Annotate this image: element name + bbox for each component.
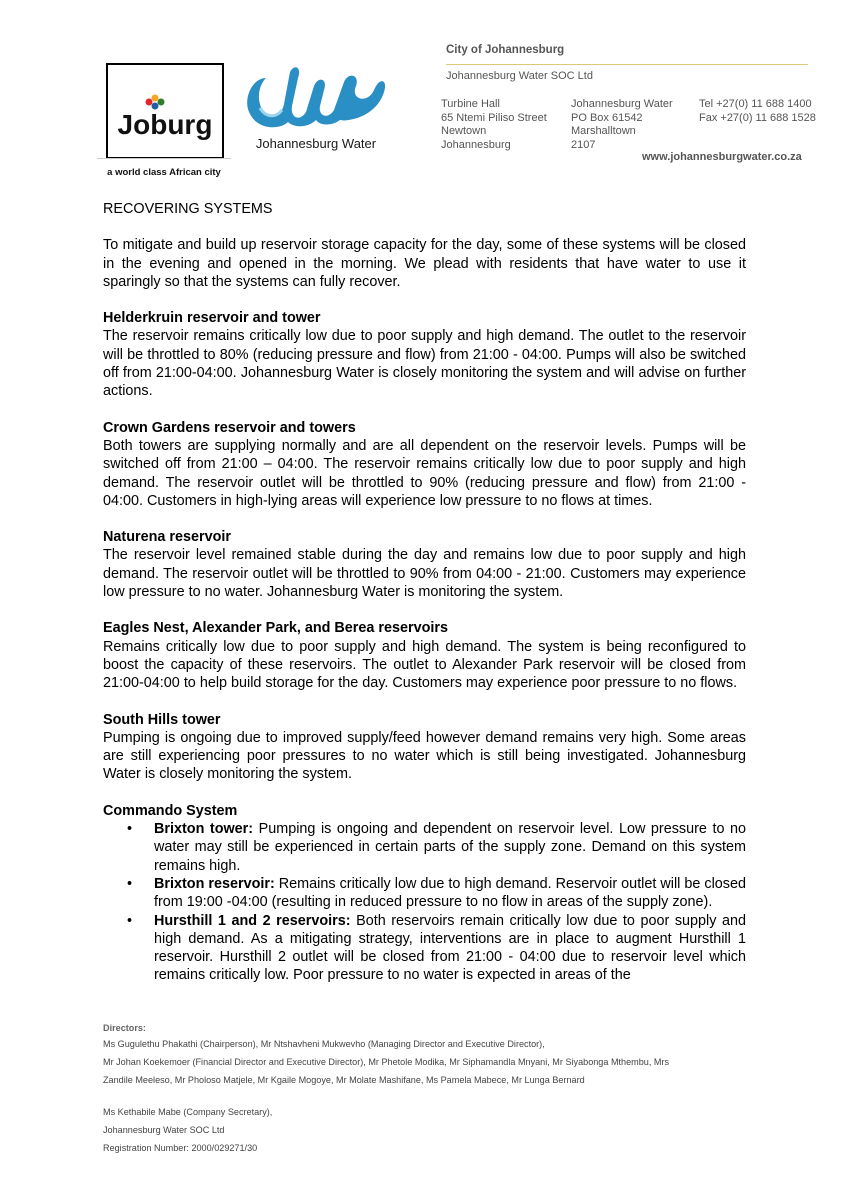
fax: Fax +27(0) 11 688 1528 xyxy=(699,111,816,124)
section-naturena xyxy=(103,528,746,601)
company-name: Johannesburg Water SOC Ltd xyxy=(103,1125,225,1135)
directors-label: Directors: xyxy=(103,1023,146,1033)
commando-bullet-list xyxy=(103,820,746,985)
section-heading: Naturena reservoir xyxy=(103,529,231,546)
section-heading: Eagles Nest, Alexander Park, and Berea reservoirs xyxy=(103,620,449,637)
section-south-hills xyxy=(103,711,746,784)
header-divider xyxy=(446,64,808,65)
postal-address xyxy=(571,98,673,152)
header-company: Johannesburg Water SOC Ltd xyxy=(446,70,593,82)
list-item xyxy=(103,820,746,875)
section-eagles-nest xyxy=(103,619,746,692)
section-text: Both towers are supplying normally and are all dependent on the reservoir levels. Pumps will be switched off from 21:00 – 04:00. The reservoir remains critically low due to poor supply and high demand. The reservoir outlet will be throttled to 90% (reducing pressure and flow) from 21:00 - 04:00. Customers in high-lying areas will experience low pressure to no flows at times. xyxy=(103,437,746,509)
bullet-term: Brixton tower: xyxy=(154,821,254,838)
section-heading: South Hills tower xyxy=(103,711,221,728)
joburg-logo xyxy=(97,58,231,182)
bullet-term: Hursthill 1 and 2 reservoirs: xyxy=(154,912,351,929)
header-city: City of Johannesburg xyxy=(446,44,565,56)
telephone: Tel +27(0) 11 688 1400 xyxy=(699,98,812,110)
section-text: The reservoir remains critically low due to poor supply and high demand. The outlet to the reservoir will be throttled to 80% (reducing pressure and flow) from 21:00 - 04:00. Pumps will also be switched off from 21:00-04:00. Johannesburg Water is closely monitoring the system and will advise on further actions. xyxy=(103,328,746,400)
section-heading: Commando System xyxy=(103,802,238,819)
section-text: Remains critically low due to poor supply and high demand. The system is being reconfigured to boost the capacity of these reservoirs. The outlet to Alexander Park reservoir will be closed from 21:00-04:00 to help build storage for the day. Customers may experience poor pressure to no flows. xyxy=(103,638,746,692)
address-line: 2107 xyxy=(571,138,596,151)
address-line: PO Box 61542 xyxy=(571,111,643,124)
bullet-text: Both reservoirs remain critically low due to poor supply and high demand. As a mitigating strategy, interventions are in place to augment Hursthill 1 reservoir. Hursthill 2 outlet will be closed from 21:00 - 04:00 due to reservoir level which remains critically low. Poor pressure to no water is expected in areas of the xyxy=(154,912,746,984)
joburg-tagline: a world class African city xyxy=(107,167,221,178)
website-link[interactable]: www.johannesburgwater.co.za xyxy=(642,151,802,163)
directors-line: Mr Johan Koekemoer (Financial Director and Executive Director), Mr Phetole Modika, Mr Siphamandla Mnyani, Mr Siyabonga Mthembu, Mrs xyxy=(103,1057,670,1067)
directors-line: Zandile Meeleso, Mr Pholoso Matjele, Mr Kgaile Mogoye, Mr Molate Mashifane, Ms Pamela Mabece, Mr Lunga Bernard xyxy=(103,1075,585,1085)
johannesburg-water-logo xyxy=(236,60,394,156)
bullet-text: Remains critically low due to high demand. Reservoir outlet will be closed from 19:00 -04:00 (resulting in reduced pressure to no flow in areas of the supply zone). xyxy=(154,875,746,911)
address-line: Newtown xyxy=(441,125,487,137)
section-crown-gardens xyxy=(103,419,746,510)
physical-address xyxy=(441,98,547,152)
registration-number: Registration Number: 2000/029271/30 xyxy=(103,1143,258,1153)
address-line: Johannesburg xyxy=(441,138,511,151)
list-item xyxy=(103,875,746,912)
section-heading: Helderkruin reservoir and tower xyxy=(103,310,321,327)
address-line: Johannesburg Water xyxy=(571,98,673,110)
contact-numbers xyxy=(699,98,816,125)
intro-paragraph: To mitigate and build up reservoir storage capacity for the day, some of these systems will be closed in the evening and opened in the morning. We plead with residents that have water to use it sparingly so that the systems can fully recover. xyxy=(103,237,746,290)
address-line: 65 Ntemi Piliso Street xyxy=(441,111,547,124)
address-line: Turbine Hall xyxy=(441,98,500,110)
company-secretary: Ms Kethabile Mabe (Company Secretary), xyxy=(103,1107,273,1117)
joburg-wordmark: Joburg xyxy=(117,109,213,140)
section-heading: Crown Gardens reservoir and towers xyxy=(103,419,356,436)
bullet-text: Pumping is ongoing and dependent on reservoir level. Low pressure to no water may still be experienced in certain parts of the supply zone. Demand on this system remains high. xyxy=(154,821,746,874)
bullet-term: Brixton reservoir: xyxy=(154,875,275,892)
section-text: The reservoir level remained stable during the day and remains low due to poor supply and high demand. The reservoir outlet will be throttled to 90% from 04:00 - 21:00. Customers may experience low pressure to no water. Johannesburg Water is monitoring the system. xyxy=(103,547,746,601)
section-commando xyxy=(103,802,746,985)
section-helderkruin xyxy=(103,309,746,400)
section-text: Pumping is ongoing due to improved supply/feed however demand remains very high. Some areas are still experiencing poor pressures to no water which is still being investigated. Johannesburg Water is closely monitoring the system. xyxy=(103,729,746,783)
document-body xyxy=(103,200,746,1003)
list-item xyxy=(103,912,746,985)
jw-wordmark: Johannesburg Water xyxy=(255,136,377,151)
address-line: Marshalltown xyxy=(571,125,636,137)
document-title: RECOVERING SYSTEMS xyxy=(103,201,273,217)
directors-line: Ms Gugulethu Phakathi (Chairperson), Mr Ntshavheni Mukwevho (Managing Director and Executive Director), xyxy=(103,1039,545,1049)
